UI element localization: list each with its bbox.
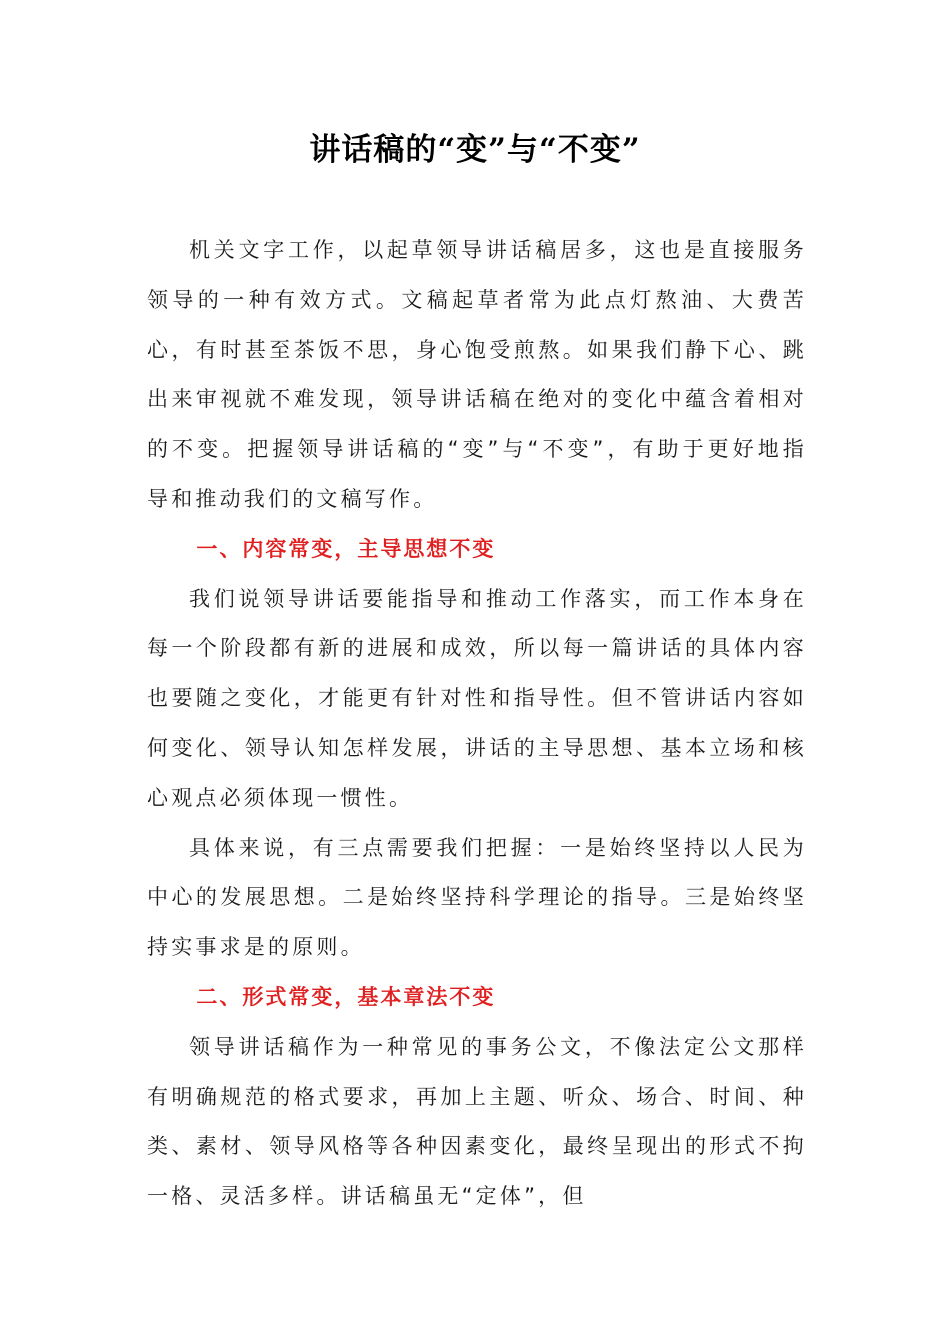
section-heading-2: 二、形式常变，基本章法不变 xyxy=(196,984,496,1009)
paragraph-section-1-points: 具体来说，有三点需要我们把握：一是始终坚持以人民为中心的发展思想。二是始终坚持科学理论的指导。三是始终坚持实事求是的原则。 xyxy=(147,835,807,960)
section-heading-1: 一、内容常变，主导思想不变 xyxy=(196,536,496,561)
paragraph-section-1: 我们说领导讲话要能指导和推动工作落实，而工作本身在每一个阶段都有新的进展和成效，所以每一篇讲话的具体内容也要随之变化，才能更有针对性和指导性。但不管讲话内容如何变化、领导认知怎样发展，讲话的主导思想、基本立场和核心观点必须体现一惯性。 xyxy=(147,586,807,810)
document-body xyxy=(147,226,807,1222)
paragraph-section-2: 领导讲话稿作为一种常见的事务公文，不像法定公文那样有明确规范的格式要求，再加上主题、听众、场合、时间、种类、素材、领导风格等各种因素变化，最终呈现出的形式不拘一格、灵活多样。讲话稿虽无“定体”，但 xyxy=(147,1034,807,1209)
document-title: 讲话稿的“变”与“不变” xyxy=(309,132,641,168)
paragraph-intro: 机关文字工作，以起草领导讲话稿居多，这也是直接服务领导的一种有效方式。文稿起草者常为此点灯熬油、大费苦心，有时甚至茶饭不思，身心饱受煎熬。如果我们静下心、跳出来审视就不难发现，领导讲话稿在绝对的变化中蕴含着相对的不变。把握领导讲话稿的“变”与“不变”，有助于更好地指导和推动我们的文稿写作。 xyxy=(147,238,807,511)
